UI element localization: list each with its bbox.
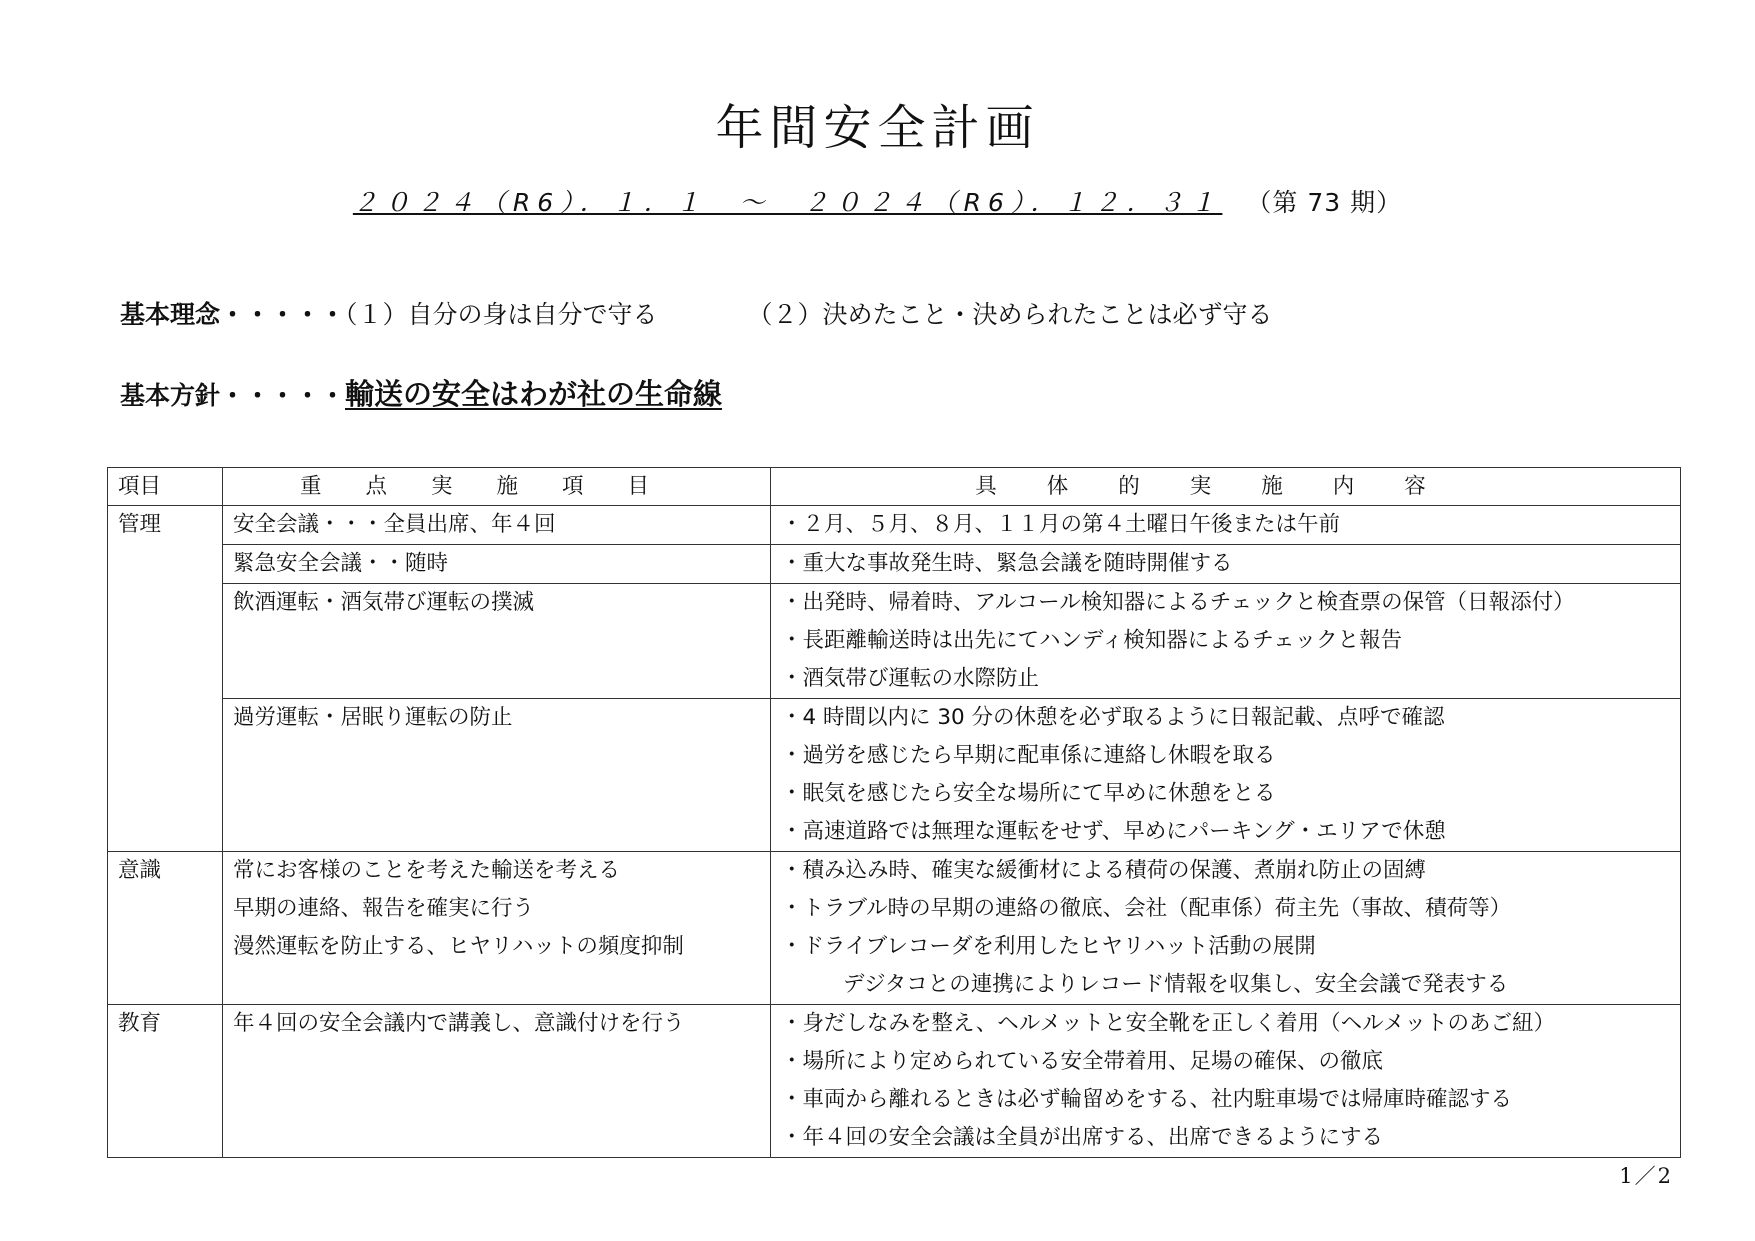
detail-item: ・酒気帯び運転の水際防止 <box>781 666 1040 691</box>
table-row <box>108 545 1681 584</box>
header-focus-items: 重点実施項目 <box>223 468 771 506</box>
header-details: 具体的実施内容 <box>771 468 1681 506</box>
detail-item: ・4 時間以内に 30 分の休憩を必ず取るように日報記載、点呼で確認 <box>781 705 1445 730</box>
detail-cell <box>771 584 1681 699</box>
detail-cell <box>771 852 1681 1005</box>
focus-item-cell <box>223 506 771 545</box>
focus-item: 年４回の安全会議内で講義し、意識付けを行う <box>233 1011 685 1036</box>
category-label: 管理 <box>118 512 162 537</box>
detail-item: ・過労を感じたら早期に配車係に連絡し休暇を取る <box>781 743 1276 768</box>
focus-item: 飲酒運転・酒気帯び運転の撲滅 <box>233 590 535 615</box>
table-row <box>108 852 1681 1005</box>
detail-item: ・積み込み時、確実な緩衝材による積荷の保護、煮崩れ防止の固縛 <box>781 858 1427 883</box>
focus-item: 常にお客様のことを考えた輸送を考える <box>233 858 621 883</box>
header-category: 項目 <box>108 468 223 506</box>
category-cell <box>108 852 223 1005</box>
focus-item: 安全会議・・・全員出席、年４回 <box>233 512 556 537</box>
period-range: ２０２４（R6）．１．１ ～ ２０２４（R6）．１２．３１ <box>352 188 1223 217</box>
table-row <box>108 1005 1681 1158</box>
focus-item: 漫然運転を防止する、ヒヤリハットの頻度抑制 <box>233 934 684 959</box>
table-row <box>108 584 1681 699</box>
detail-item: ・高速道路では無理な運転をせず、早めにパーキング・エリアで休憩 <box>781 819 1446 844</box>
category-label: 意識 <box>118 858 162 883</box>
focus-item: 早期の連絡、報告を確実に行う <box>233 896 535 921</box>
principle-item-1: （１）自分の身は自分で守る <box>345 300 658 329</box>
detail-item: ・重大な事故発生時、緊急会議を随時開催する <box>781 551 1233 576</box>
detail-item: ・身だしなみを整え、ヘルメットと安全靴を正しく着用（ヘルメットのあご紐） <box>781 1011 1556 1036</box>
detail-cell <box>771 1005 1681 1158</box>
focus-item-cell <box>223 584 771 699</box>
detail-cell <box>771 545 1681 584</box>
detail-item: ・長距離輸送時は出先にてハンディ検知器によるチェックと報告 <box>781 628 1403 653</box>
detail-item: ・場所により定められている安全帯着用、足場の確保、の徹底 <box>781 1049 1384 1074</box>
basic-principle <box>120 298 1273 332</box>
plan-period <box>0 186 1755 220</box>
category-cell <box>108 506 223 852</box>
focus-item: 緊急安全会議・・随時 <box>233 551 449 576</box>
detail-cell <box>771 699 1681 852</box>
document-title: 年間安全計画 <box>715 100 1040 156</box>
principle-item-2: （２）決めたこと・決められたことは必ず守る <box>747 300 1273 329</box>
detail-item: ・眠気を感じたら安全な場所にて早めに休憩をとる <box>781 781 1276 806</box>
detail-item: ・２月、５月、８月、１１月の第４土曜日午後または午前 <box>781 512 1341 537</box>
category-label: 教育 <box>118 1011 162 1036</box>
detail-cell <box>771 506 1681 545</box>
detail-item: デジタコとの連携によりレコード情報を収集し、安全会議で発表する <box>843 972 1509 997</box>
table-row <box>108 699 1681 852</box>
table-row <box>108 506 1681 545</box>
detail-item: ・トラブル時の早期の連絡の徹底、会社（配車係）荷主先（事故、積荷等） <box>781 896 1512 921</box>
policy-label: 基本方針・・・・・ <box>120 381 346 410</box>
basic-policy <box>120 374 722 416</box>
detail-item: ・出発時、帰着時、アルコール検知器によるチェックと検査票の保管（日報添付） <box>781 590 1575 615</box>
table-header-row <box>108 468 1681 506</box>
focus-item-cell <box>223 545 771 584</box>
detail-item: ・ドライブレコーダを利用したヒヤリハット活動の展開 <box>781 934 1316 959</box>
safety-plan-table <box>107 467 1681 1158</box>
focus-item-cell <box>223 852 771 1005</box>
term-number: （第 73 期） <box>1246 188 1403 217</box>
policy-value: 輸送の安全はわが社の生命線 <box>345 377 723 411</box>
detail-item: ・車両から離れるときは必ず輪留めをする、社内駐車場では帰庫時確認する <box>781 1087 1513 1112</box>
page-number: 1／2 <box>1619 1164 1673 1188</box>
focus-item: 過労運転・居眠り運転の防止 <box>233 705 513 730</box>
focus-item-cell <box>223 699 771 852</box>
detail-item: ・年４回の安全会議は全員が出席する、出席できるようにする <box>781 1125 1384 1150</box>
focus-item-cell <box>223 1005 771 1158</box>
principle-label: 基本理念・・・・・ <box>120 300 346 329</box>
category-cell <box>108 1005 223 1158</box>
